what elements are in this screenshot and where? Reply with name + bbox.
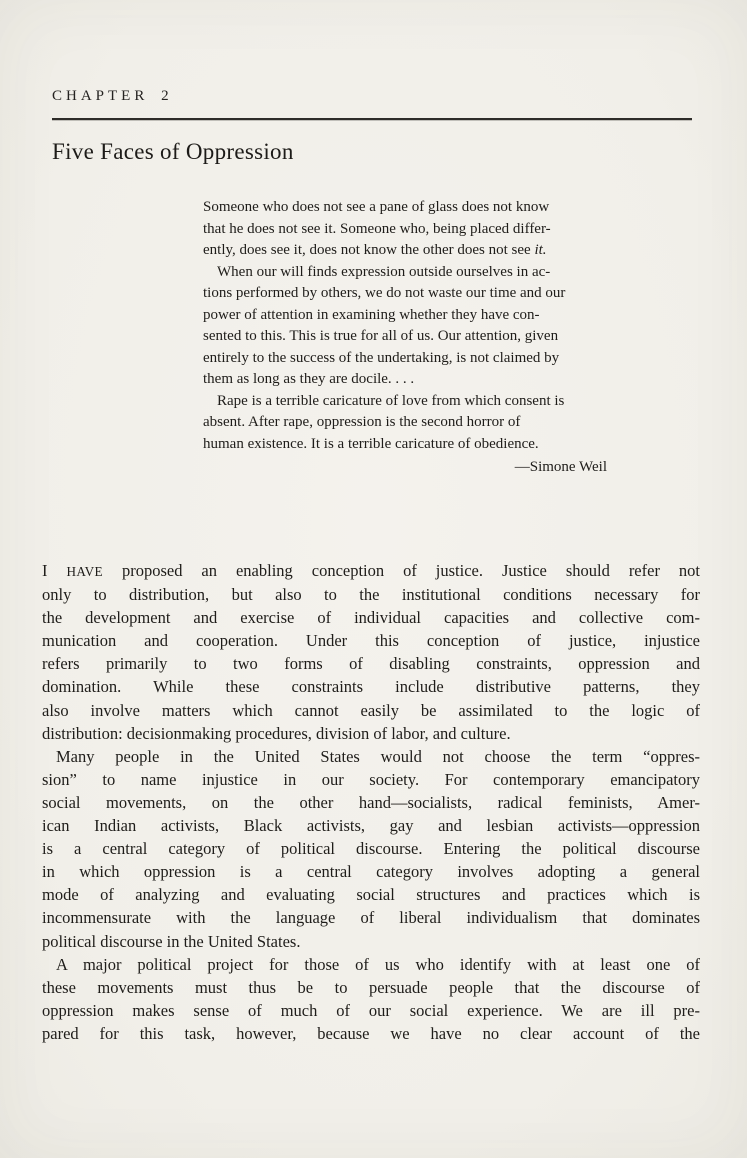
text-line: is a central category of political discourse. Entering the political discourse	[42, 839, 700, 859]
epigraph-paragraph-1	[203, 197, 623, 262]
opening-rest: proposed an enabling conception of justice. Justice should refer not	[103, 561, 700, 580]
body-text	[42, 559, 700, 1045]
chapter-header	[52, 88, 692, 165]
text-line: only to distribution, but also to the institutional conditions necessary for	[42, 585, 700, 605]
epigraph-line-italic: it.	[534, 242, 547, 258]
chapter-label: CHAPTER 2	[52, 88, 173, 104]
text-line: refers primarily to two forms of disabling constraints, oppression and	[42, 654, 700, 674]
text-line: political discourse in the United States.	[42, 931, 301, 951]
text-line: Many people in the United States would not choose the term “oppres-	[56, 746, 700, 766]
text-line: entirely to the success of the undertaking, is not claimed by	[203, 349, 560, 366]
text-line: also involve matters which cannot easily be assimilated to the logic of	[42, 700, 700, 720]
chapter-rule	[52, 118, 692, 120]
text-line: pared for this task, however, because we have no clear account of the	[42, 1023, 700, 1043]
text-line: that he does not see it. Someone who, being placed differ-	[203, 220, 551, 237]
text-line: munication and cooperation. Under this conception of justice, injustice	[42, 631, 700, 651]
text-line: in which oppression is a central category involves adopting a general	[42, 862, 700, 882]
text-line	[203, 240, 623, 262]
text-line: tions performed by others, we do not waste our time and our	[203, 285, 566, 301]
text-line: absent. After rape, oppression is the second horror of	[203, 414, 521, 430]
body-paragraph-3	[42, 953, 700, 1045]
text-line: ican Indian activists, Black activists, gay and lesbian activists—oppression	[42, 816, 700, 836]
text-line: mode of analyzing and evaluating social structures and practices which is	[42, 885, 700, 905]
text-line: A major political project for those of us who identify with at least one of	[56, 954, 700, 974]
epigraph-paragraph-3	[203, 391, 623, 456]
text-line: sented to this. This is true for all of us. Our attention, given	[203, 328, 559, 344]
text-line: the development and exercise of individual capacities and collective com-	[42, 608, 700, 628]
text-line: human existence. It is a terrible caricature of obedience.	[203, 435, 539, 452]
epigraph-line-normal: ently, does see it, does not know the other does not see	[203, 242, 535, 258]
body-paragraph-1	[42, 559, 700, 745]
epigraph-block	[203, 197, 623, 479]
text-line: sion” to name injustice in our society. For contemporary emancipatory	[42, 769, 700, 789]
opening-lead: I	[42, 561, 67, 580]
text-line: incommensurate with the language of liberal individualism that dominates	[42, 908, 700, 928]
text-line: Rape is a terrible caricature of love from which consent is	[217, 392, 565, 409]
text-line: Someone who does not see a pane of glass does not know	[203, 199, 550, 215]
page-title: Five Faces of Oppression	[52, 139, 294, 164]
text-line: domination. While these constraints include distributive patterns, they	[42, 677, 700, 697]
text-line: When our will finds expression outside ourselves in ac-	[217, 263, 551, 280]
text-line: power of attention in examining whether they have con-	[203, 306, 540, 323]
epigraph-attribution: —Simone Weil	[514, 459, 607, 475]
text-line: oppression makes sense of much of our social experience. We are ill pre-	[42, 1000, 700, 1020]
text-line: social movements, on the other hand—socialists, radical feminists, Amer-	[42, 792, 700, 812]
text-line: them as long as they are docile. . . .	[203, 371, 415, 387]
text-line: these movements must thus be to persuade people that the discourse of	[42, 977, 700, 997]
epigraph-paragraph-2	[203, 262, 623, 391]
text-line	[42, 559, 700, 583]
smallcaps-word: HAVE	[66, 564, 103, 579]
text-line: distribution: decisionmaking procedures, division of labor, and culture.	[42, 723, 511, 743]
body-paragraph-2	[42, 745, 700, 953]
